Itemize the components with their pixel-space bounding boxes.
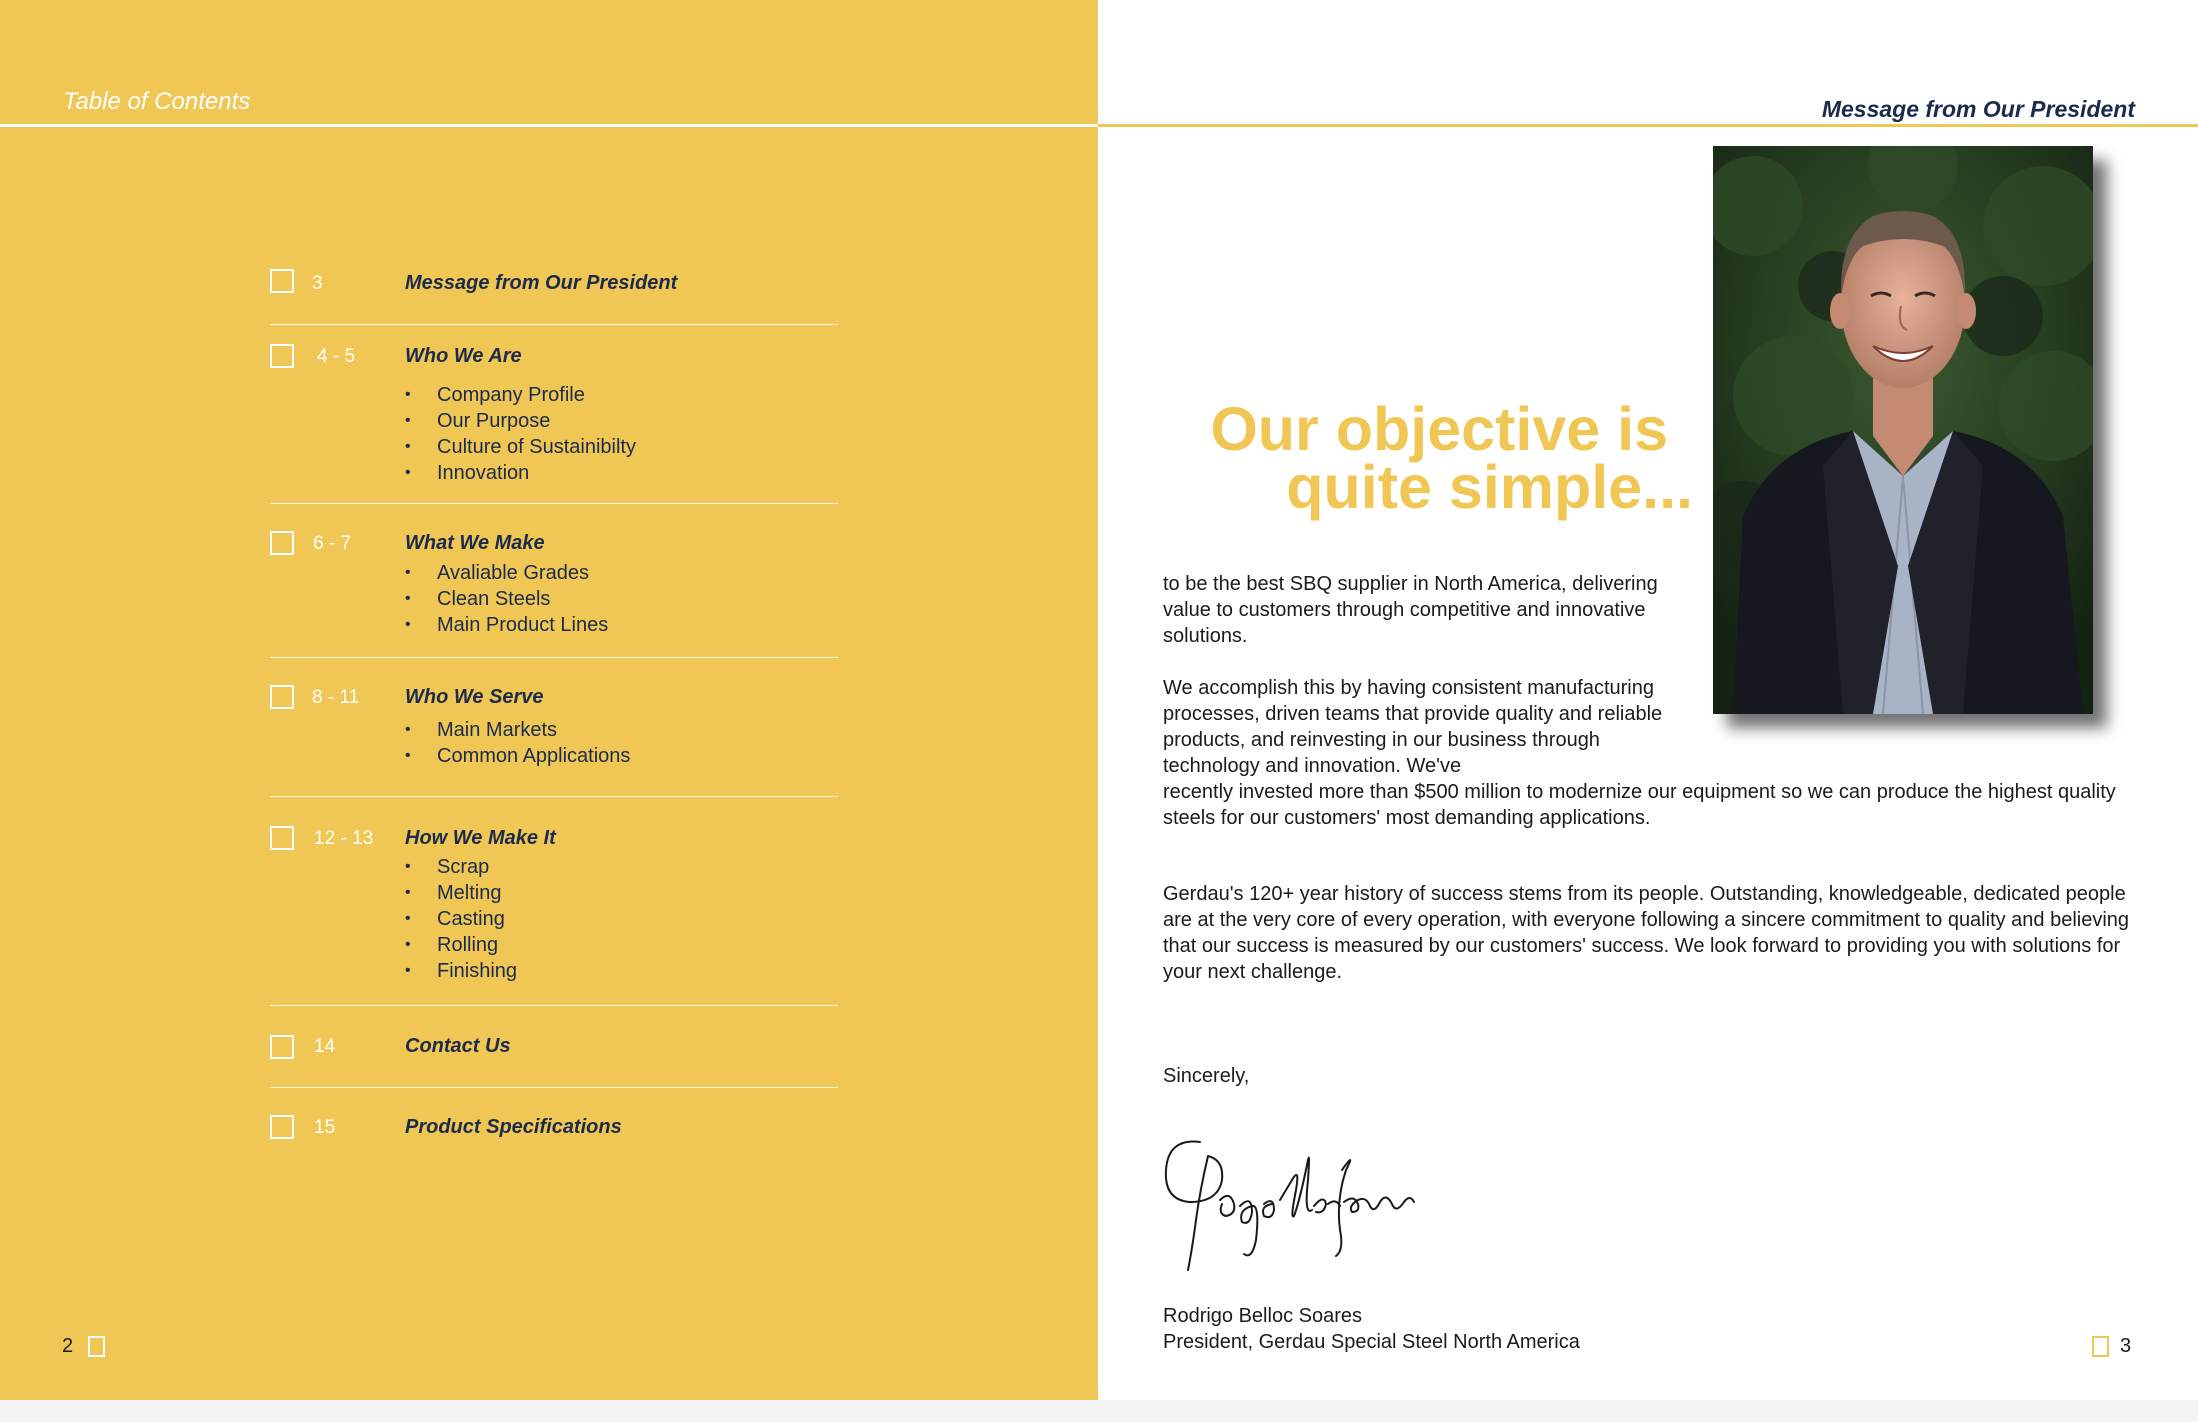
toc-subitem-list (405, 560, 608, 638)
message-paragraph-3: Gerdau's 120+ year history of success stems from its people. Outstanding, knowledgeable, dedicated people are at the very core of every operation, with everyone following a sincere commitment to quality and believing that our success is measured by our customers' success. We look forward to providing you with solutions for your next challenge. (1163, 883, 2130, 983)
toc-subitem[interactable]: • Main Markets (405, 717, 630, 743)
toc-divider (270, 324, 838, 325)
message-paragraph-2-part-1: We accomplish this by having consistent manufacturing processes, driven teams that provide quality and reliable products, and reinvesting in our business through technology and innovation. We've (1163, 677, 1663, 777)
headline (1210, 395, 1693, 521)
toc-subitem[interactable]: • Innovation (405, 460, 636, 486)
toc-page-range: 6 - 7 (313, 533, 352, 554)
toc-subitem[interactable]: • Clean Steels (405, 586, 608, 612)
toc-subitem[interactable]: • Common Applications (405, 743, 630, 769)
toc-page-range: 15 (314, 1117, 336, 1138)
president-photo (1713, 146, 2093, 714)
toc-page-range: 3 (312, 273, 323, 294)
toc-checkbox (270, 1035, 294, 1059)
toc-subitem-list (405, 382, 636, 486)
page-number-box (2092, 1336, 2109, 1357)
toc-checkbox (270, 685, 294, 709)
toc-page-range: 4 - 5 (317, 346, 356, 367)
signature (1160, 1130, 1420, 1280)
toc-subitem[interactable]: • Casting (405, 906, 517, 932)
toc-entry-title[interactable]: Message from Our President (405, 272, 678, 294)
page-number: 3 (2120, 1335, 2132, 1357)
toc-header-rule (0, 124, 1098, 127)
message-paragraph-2 (1163, 675, 2163, 831)
left-page (0, 0, 1098, 1422)
toc-entry-title[interactable]: Who We Are (405, 345, 522, 367)
message-paragraph-1: to be the best SBQ supplier in North America, delivering value to customers through competitive and innovative solutions. (1163, 573, 1658, 647)
message-header-rule (1098, 124, 2198, 127)
signer-block (1163, 1303, 1580, 1355)
toc-divider (270, 503, 838, 504)
closing: Sincerely, (1163, 1065, 1250, 1087)
headline-line-2: quite simple... (1286, 453, 1693, 521)
signer-title: President, Gerdau Special Steel North America (1163, 1331, 1580, 1353)
toc-subitem-list (405, 854, 517, 984)
toc-subitem[interactable]: • Scrap (405, 854, 517, 880)
toc-subitem[interactable]: • Company Profile (405, 382, 636, 408)
toc-divider (270, 1005, 838, 1006)
toc-divider (270, 657, 838, 658)
page-number-box (88, 1336, 105, 1357)
toc-subitem-list (405, 717, 630, 769)
toc-page-range: 14 (314, 1036, 336, 1057)
page-number: 2 (62, 1335, 74, 1357)
toc-subitem[interactable]: • Our Purpose (405, 408, 636, 434)
toc-checkbox (270, 269, 294, 293)
toc-checkbox (270, 344, 294, 368)
toc-divider (270, 796, 838, 797)
toc-checkbox (270, 531, 294, 555)
message-paragraph-2-part-2: recently invested more than $500 million to modernize our equipment so we can produce the highest quality steels for our customers' most demanding applications. (1163, 781, 2116, 829)
toc-subitem[interactable]: • Rolling (405, 932, 517, 958)
toc-entry-title[interactable]: Product Specifications (405, 1116, 622, 1138)
toc-subitem[interactable]: • Culture of Sustainibilty (405, 434, 636, 460)
message-header: Message from Our President (1821, 96, 2135, 122)
headline-line-1: Our objective is (1210, 395, 1668, 463)
toc-divider (270, 1087, 838, 1088)
toc-entry-title[interactable]: How We Make It (405, 827, 556, 849)
toc-checkbox (270, 1115, 294, 1139)
toc-subitem[interactable]: • Finishing (405, 958, 517, 984)
bottom-band (0, 1400, 2198, 1422)
toc-entry-title[interactable]: Contact Us (405, 1035, 511, 1057)
toc-entry-title[interactable]: Who We Serve (405, 686, 544, 708)
toc-subitem[interactable]: • Melting (405, 880, 517, 906)
toc-subitem[interactable]: • Avaliable Grades (405, 560, 608, 586)
toc-entry-title[interactable]: What We Make (405, 532, 545, 554)
toc-subitem[interactable]: • Main Product Lines (405, 612, 608, 638)
signer-name: Rodrigo Belloc Soares (1163, 1305, 1362, 1327)
toc-page-range: 8 - 11 (312, 687, 360, 708)
toc-header: Table of Contents (63, 88, 251, 115)
toc-page-range: 12 - 13 (314, 828, 374, 849)
toc-checkbox (270, 826, 294, 850)
